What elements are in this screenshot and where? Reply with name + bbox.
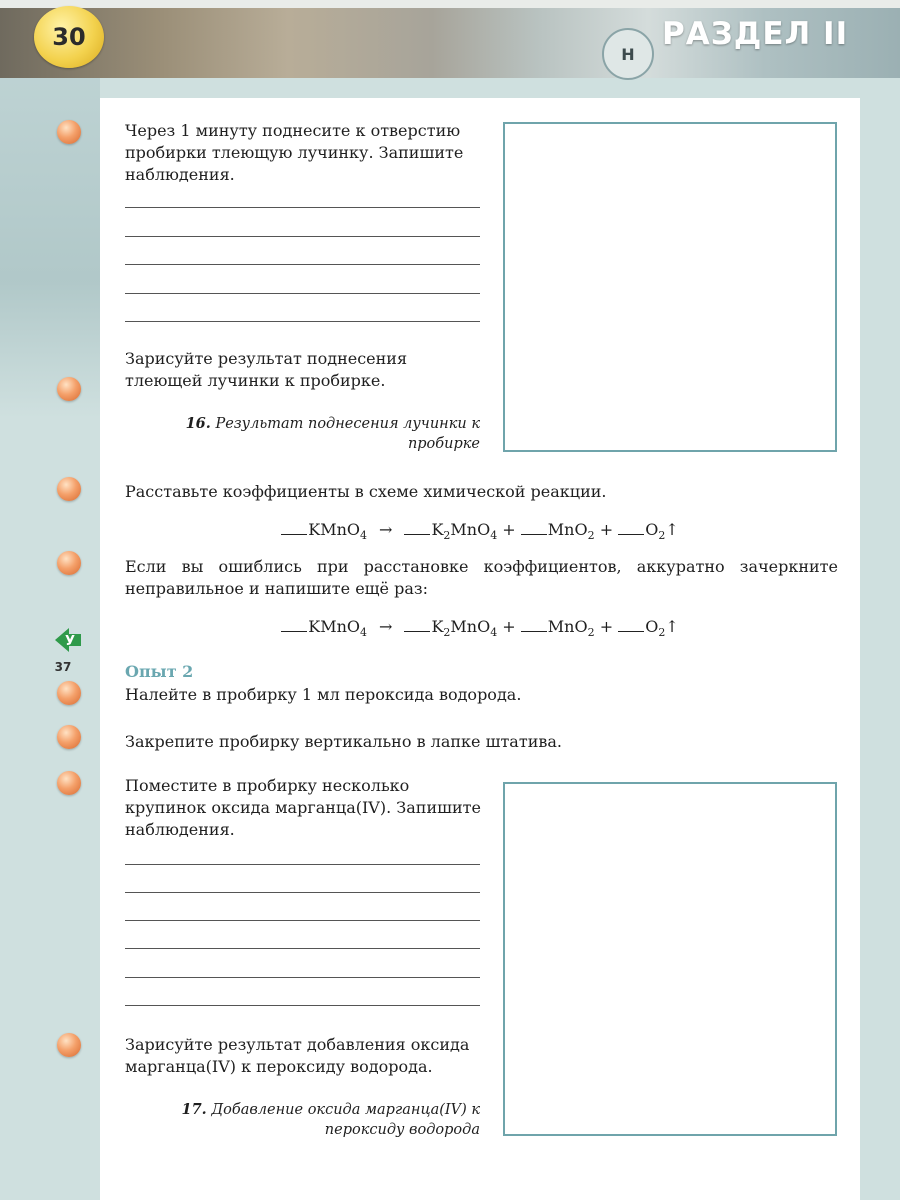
answer-line[interactable] xyxy=(125,920,480,921)
coefficient-blank[interactable] xyxy=(404,522,430,535)
bullet-icon xyxy=(57,551,81,575)
element-symbol-icon: H xyxy=(602,28,654,80)
bullet-icon xyxy=(57,377,81,401)
experiment-step-1: Налейте в пробирку 1 мл пероксида водорода. xyxy=(125,685,522,704)
answer-line[interactable] xyxy=(125,1005,480,1006)
reaction-equation-retry: KMnO$_4$ → $K_2MnO_4 + MnO_2$ + $O_2↑$ xyxy=(120,617,840,639)
section-title: РАЗДЕЛ II xyxy=(662,16,849,52)
marker-number: 37 xyxy=(54,660,72,674)
draw-instruction-1: Зарисуйте результат поднесения тлеющей лучинки к пробирке. xyxy=(125,349,408,390)
figure-caption-17 xyxy=(125,1100,480,1140)
coefficient-blank[interactable] xyxy=(521,522,547,535)
experiment-title: Опыт 2 xyxy=(125,662,194,681)
bullet-icon xyxy=(57,1033,81,1057)
figure-caption-16 xyxy=(125,414,480,454)
coefficient-blank[interactable] xyxy=(618,619,644,632)
coefficient-blank[interactable] xyxy=(404,619,430,632)
marker-letter: У xyxy=(64,634,76,649)
retry-instruction: Если вы ошиблись при расстановке коэффициентов, аккуратно зачеркните неправильное и напишите ещё раз: xyxy=(125,557,838,598)
answer-line[interactable] xyxy=(125,977,480,978)
page-header xyxy=(0,0,900,78)
bullet-icon xyxy=(57,725,81,749)
answer-line[interactable] xyxy=(125,293,480,294)
answer-line[interactable] xyxy=(125,236,480,237)
coefficient-blank[interactable] xyxy=(618,522,644,535)
figure-number: 16. xyxy=(185,415,211,432)
answer-line[interactable] xyxy=(125,864,480,865)
bullet-icon xyxy=(57,477,81,501)
answer-line[interactable] xyxy=(125,207,480,208)
answer-line[interactable] xyxy=(125,892,480,893)
answer-line[interactable] xyxy=(125,264,480,265)
answer-line[interactable] xyxy=(125,948,480,949)
experiment-step-3: Поместите в пробирку несколько крупинок оксида марганца(IV). Запишите наблюдения. xyxy=(125,776,481,839)
coefficient-blank[interactable] xyxy=(281,522,307,535)
drawing-box-17[interactable] xyxy=(503,782,837,1136)
reaction-equation: KMnO$_4$ → $K_2MnO_4 + MnO_2$ + $O_2↑$ xyxy=(120,520,840,542)
bullet-icon xyxy=(57,771,81,795)
instruction-observe: Через 1 минуту поднесите к отверстию пробирки тлеющую лучинку. Запишите наблюдения. xyxy=(125,121,464,184)
drawing-box-16[interactable] xyxy=(503,122,837,452)
page-number-badge: 30 xyxy=(34,6,104,68)
experiment-step-2: Закрепите пробирку вертикально в лапке штатива. xyxy=(125,732,562,751)
draw-instruction-2: Зарисуйте результат добавления оксида марганца(IV) к пероксиду водорода. xyxy=(125,1035,470,1076)
coefficient-blank[interactable] xyxy=(521,619,547,632)
bullet-icon xyxy=(57,681,81,705)
figure-caption-text: Результат поднесения лучинки к пробирке xyxy=(215,416,480,452)
header-top-strip xyxy=(0,0,900,8)
coefficient-blank[interactable] xyxy=(281,619,307,632)
left-decoration xyxy=(0,78,100,418)
coefficients-instruction: Расставьте коэффициенты в схеме химической реакции. xyxy=(125,482,607,501)
bullet-icon xyxy=(57,120,81,144)
answer-line[interactable] xyxy=(125,321,480,322)
arrow-marker-icon xyxy=(53,625,83,655)
figure-caption-text: Добавление оксида марганца(IV) к пероксиду водорода xyxy=(211,1102,480,1138)
figure-number: 17. xyxy=(181,1101,207,1118)
